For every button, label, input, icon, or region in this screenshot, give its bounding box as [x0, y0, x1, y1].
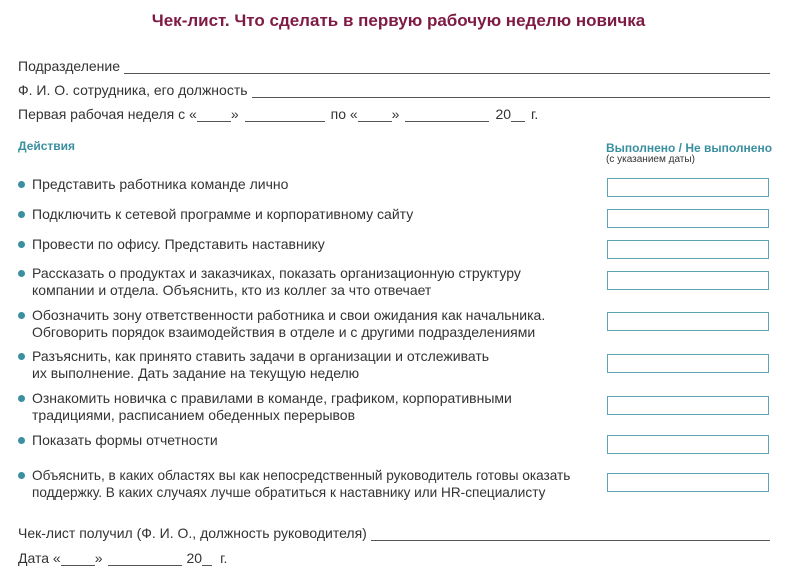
item-text-line1: Рассказать о продуктах и заказчиках, показать организационную структуру — [32, 265, 521, 281]
bullet-icon — [18, 472, 25, 479]
date-year-line[interactable] — [202, 550, 212, 566]
date-year-suffix: г. — [220, 550, 228, 566]
status-input-box[interactable] — [607, 435, 769, 454]
week-to-day-line[interactable] — [358, 106, 392, 122]
date-field — [18, 546, 227, 566]
bullet-icon — [18, 211, 25, 218]
year-line[interactable] — [511, 106, 525, 122]
item-text-line2: поддержку. В каких случаях лучше обратиться к наставнику или HR-специалисту — [32, 485, 546, 500]
item-text-line1: Представить работника команде лично — [32, 176, 289, 192]
employee-input-line[interactable] — [252, 82, 770, 98]
status-input-box[interactable] — [607, 178, 769, 197]
status-input-box[interactable] — [607, 209, 769, 228]
page-title: Чек-лист. Что сделать в первую рабочую неделю новичка — [151, 11, 646, 30]
item-text-line1: Ознакомить новичка с правилами в команде, графиком, корпоративными — [32, 390, 512, 406]
item-text-line1: Провести по офису. Представить наставнику — [32, 236, 325, 252]
year-suffix: г. — [531, 106, 539, 122]
received-input-line[interactable] — [371, 525, 770, 541]
year-prefix: 20 — [495, 106, 512, 122]
bullet-icon — [18, 437, 25, 444]
week-to-label: по « — [330, 106, 358, 122]
list-item — [18, 176, 588, 193]
week-from-day-line[interactable] — [197, 106, 231, 122]
received-label: Чек-лист получил (Ф. И. О., должность руководителя) — [18, 525, 367, 541]
department-label: Подразделение — [18, 58, 121, 74]
list-item — [18, 467, 593, 501]
item-text-line1: Обозначить зону ответственности работника и свои ожидания как начальника. — [32, 307, 546, 323]
item-text-line1: Показать формы отчетности — [32, 432, 218, 448]
employee-label: Ф. И. О. сотрудника, его должность — [18, 82, 248, 98]
status-input-box[interactable] — [607, 473, 769, 492]
received-field — [18, 521, 770, 541]
list-item — [18, 432, 588, 449]
date-month-line[interactable] — [108, 550, 182, 566]
employee-field — [18, 78, 770, 98]
quote-close: » — [391, 106, 400, 122]
list-item — [18, 236, 588, 253]
date-day-line[interactable] — [61, 550, 95, 566]
quote-close: » — [94, 550, 103, 566]
bullet-icon — [18, 181, 25, 188]
list-item — [18, 307, 588, 341]
date-label: Дата « — [18, 550, 61, 566]
status-input-box[interactable] — [607, 396, 769, 415]
list-item — [18, 348, 588, 382]
item-text-line2: Обговорить порядок взаимодействия в отделе и с другими подразделениями — [32, 324, 536, 340]
status-input-box[interactable] — [607, 354, 769, 373]
item-text-line1: Подключить к сетевой программе и корпоративному сайту — [32, 206, 414, 222]
list-item — [18, 390, 588, 424]
week-from-label: Первая рабочая неделя с « — [18, 106, 197, 122]
bullet-icon — [18, 395, 25, 402]
list-item — [18, 206, 588, 223]
status-input-box[interactable] — [607, 240, 769, 259]
status-input-box[interactable] — [607, 271, 769, 290]
item-text-line1: Разъяснить, как принято ставить задачи в организации и отслеживать — [32, 348, 490, 364]
status-heading: Выполнено / Не выполнено — [606, 141, 773, 155]
item-text-line2: компании и отдела. Объяснить, кто из коллег за что отвечает — [32, 282, 432, 298]
quote-close: » — [230, 106, 239, 122]
department-field — [18, 54, 770, 74]
bullet-icon — [18, 312, 25, 319]
week-to-month-line[interactable] — [405, 106, 489, 122]
list-item — [18, 265, 588, 299]
first-week-field — [18, 102, 538, 122]
bullet-icon — [18, 270, 25, 277]
status-input-box[interactable] — [607, 312, 769, 331]
date-year-prefix: 20 — [186, 550, 203, 566]
item-text-line1: Объяснить, в каких областях вы как непосредственный руководитель готовы оказать — [32, 468, 571, 483]
item-text-line2: их выполнение. Дать задание на текущую неделю — [32, 365, 360, 381]
item-text-line2: традициями, расписанием обеденных перерывов — [32, 407, 356, 423]
actions-heading: Действия — [18, 139, 76, 153]
department-input-line[interactable] — [124, 58, 770, 74]
bullet-icon — [18, 353, 25, 360]
week-from-month-line[interactable] — [245, 106, 325, 122]
bullet-icon — [18, 241, 25, 248]
status-subheading: (с указанием даты) — [606, 154, 695, 165]
